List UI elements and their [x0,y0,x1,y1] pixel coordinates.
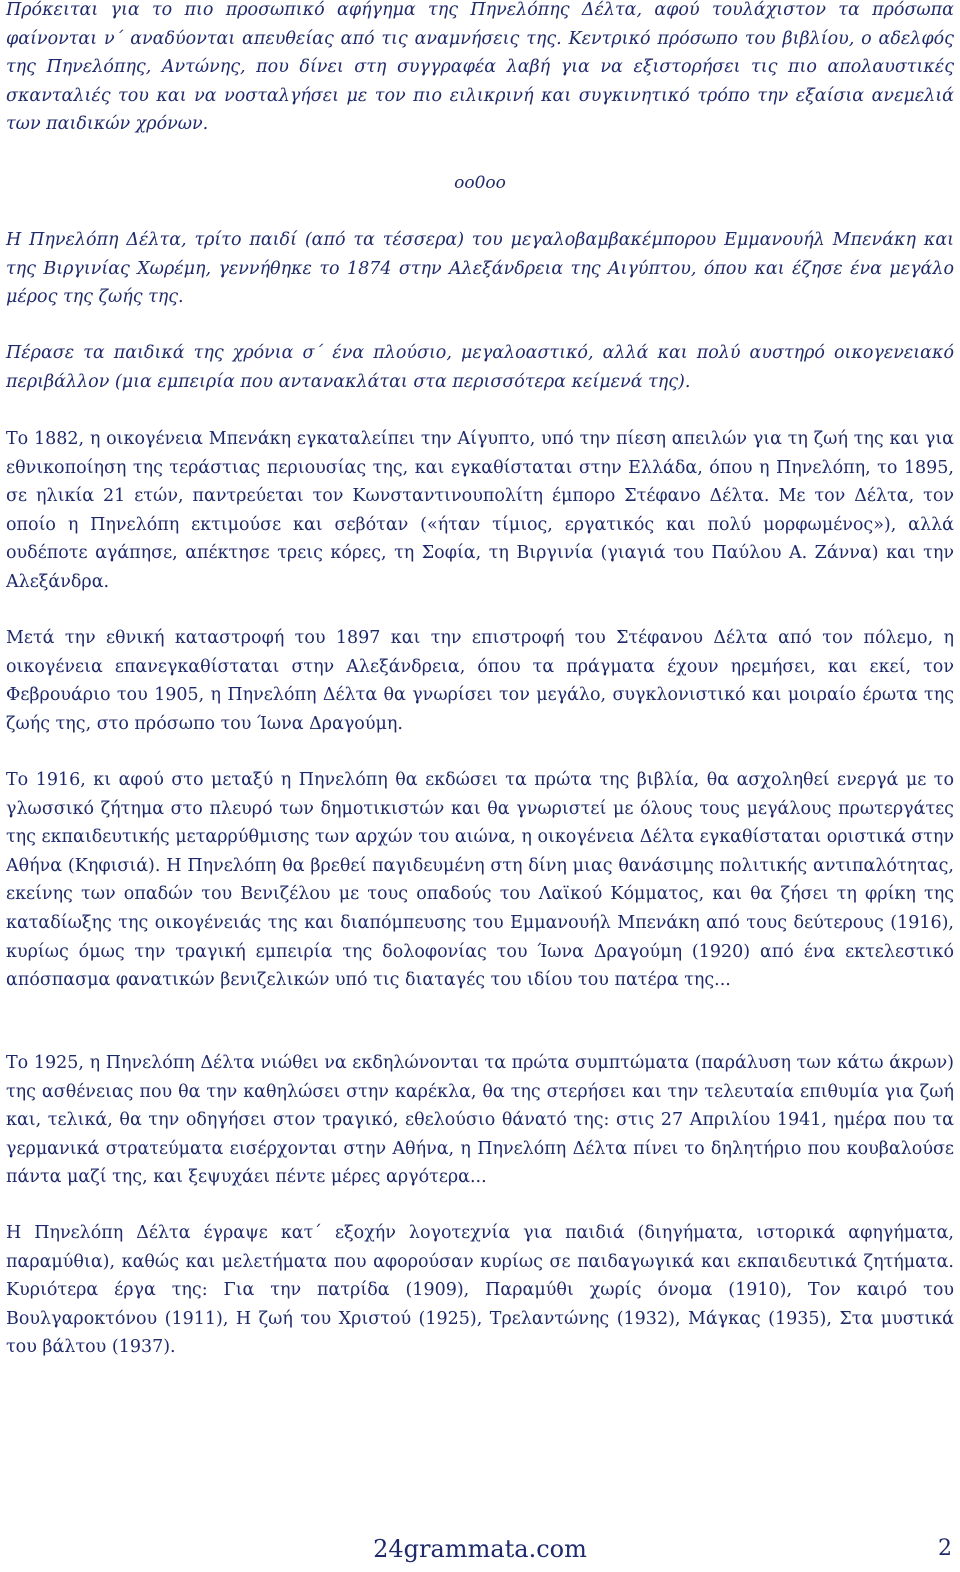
paragraph-1882: Το 1882, η οικογένεια Μπενάκη εγκαταλείπει την Αίγυπτο, υπό την πίεση απειλών για τη ζωή της και για εθνικοποίηση της τεράστιας περιουσίας της, και εγκαθίσταται στην Ελλάδα, όπου η Πηνελόπη, το 1895, σε ηλικία 21 ετών, παντρεύεται τον Κωνσταντινουπολίτη έμπορο Στέφανο Δέλτα. Με τον Δέλτα, τον οποίο η Πηνελόπη εκτιμούσε και σεβόταν («ήταν τίμιος, εργατικός και πολύ μορφωμένος»), αλλά ουδέποτε αγάπησε, απέκτησε τρεις κόρες, τη Σοφία, τη Βιργινία (γιαγιά του Παύλου Α. Ζάννα) και την Αλεξάνδρα. [6,429,954,592]
section-divider: οο0οο [454,173,506,193]
paragraph-birth: Η Πηνελόπη Δέλτα, τρίτο παιδί (από τα τέσσερα) του μεγαλοβαμβακέμπορου Εμμανουήλ Μπενάκη και της Βιργινίας Χωρέμη, γεννήθηκε το 1874 στην Αλεξάνδρεια της Αιγύπτου, όπου και έζησε ένα μεγάλο μέρος της ζωής της. [6,230,954,308]
paragraph-works: Η Πηνελόπη Δέλτα έγραψε κατ΄ εξοχήν λογοτεχνία για παιδιά (διηγήματα, ιστορικά αφηγήματα, παραμύθια), καθώς και μελετήματα που αφορούσαν κυρίως σε παιδαγωγικά και εκπαιδευτικά ζητήματα. Κυριότερα έργα της: Για την πατρίδα (1909), Παραμύθι χωρίς όνομα (1910), Τον καιρό του Βουλγαροκτόνου (1911), Η ζωή του Χριστού (1925), Τρελαντώνης (1932), Μάγκας (1935), Στα μυστικά του βάλτου (1937). [6,1223,954,1358]
footer-site-link[interactable]: 24grammata.com [373,1535,587,1563]
paragraph-1925: Το 1925, η Πηνελόπη Δέλτα νιώθει να εκδηλώνονται τα πρώτα συμπτώματα (παράλυση των κάτω άκρων) της ασθένειας που θα την καθηλώσει στην καρέκλα, θα της στερήσει και την τελευταία επιθυμία για ζωή και, τελικά, θα την οδηγήσει στον τραγικό, εθελούσιο θάνατό της: στις 27 Απριλίου 1941, ημέρα που τα γερμανικά στρατεύματα εισέρχονται στην Αθήνα, η Πηνελόπη Δέλτα πίνει το δηλητήριο που κουβαλούσε πάντα μαζί της, και ξεψυχάει πέντε μέρες αργότερα... [6,1053,954,1188]
paragraph-childhood: Πέρασε τα παιδικά της χρόνια σ΄ ένα πλούσιο, μεγαλοαστικό, αλλά και πολύ αυστηρό οικογενειακό περιβάλλον (μια εμπειρία που αντανακλάται στα περισσότερα κείμενά της). [6,343,954,392]
paragraph-1916: Το 1916, κι αφού στο μεταξύ η Πηνελόπη θα εκδώσει τα πρώτα της βιβλία, θα ασχοληθεί ενεργά με το γλωσσικό ζήτημα στο πλευρό των δημοτικιστών και θα γνωριστεί με όλους τους μεγάλους πρωτεργάτες της εκπαιδευτικής μεταρρύθμισης των αρχών του αιώνα, η οικογένεια Δέλτα εγκαθίσταται οριστικά στην Αθήνα (Κηφισιά). Η Πηνελόπη θα βρεθεί παγιδευμένη στη δίνη μιας θανάσιμης πολιτικής αντιπαλότητας, εκείνης των οπαδών του Βενιζέλου με τους οπαδούς του Λαϊκού Κόμματος, και θα ζήσει τη φρίκη της καταδίωξης της οικογένειάς της και διαπόμπευσης του Εμμανουήλ Μπενάκη από τους δεύτερους (1916), κυρίως όμως την τραγική εμπειρία της δολοφονίας του Ίωνα Δραγούμη (1920) από ένα εκτελεστικό απόσπασμα φανατικών βενιζελικών υπό τις διαταγές του ιδίου του πατέρα της... [6,770,954,991]
intro-paragraph: Πρόκειται για το πιο προσωπικό αφήγημα της Πηνελόπης Δέλτα, αφού τουλάχιστον τα πρόσωπα φαίνονται ν΄ αναδύονται απευθείας από τις αναμνήσεις της. Κεντρικό πρόσωπο του βιβλίου, ο αδελφός της Πηνελόπης, Αντώνης, που δίνει στη συγγραφέα λαβή για να εξιστορήσει τις πιο απολαυστικές σκανταλιές του και να νοσταλγήσει με τον πιο ειλικρινή και συγκινητικό τρόπο την εξαίσια ανεμελιά των παιδικών χρόνων. [6,0,954,135]
page-number: 2 [938,1536,952,1561]
paragraph-1897: Μετά την εθνική καταστροφή του 1897 και την επιστροφή του Στέφανου Δέλτα από τον πόλεμο, η οικογένεια επανεγκαθίσταται στην Αλεξάνδρεια, όπου τα πράγματα έχουν ηρεμήσει, και εκεί, τον Φεβρουάριο του 1905, η Πηνελόπη Δέλτα θα γνωρίσει τον μεγάλο, συγκλονιστικό και μοιραίο έρωτα της ζωής της, στο πρόσωπο του Ίωνα Δραγούμη. [6,628,954,734]
page-footer [0,1532,960,1566]
